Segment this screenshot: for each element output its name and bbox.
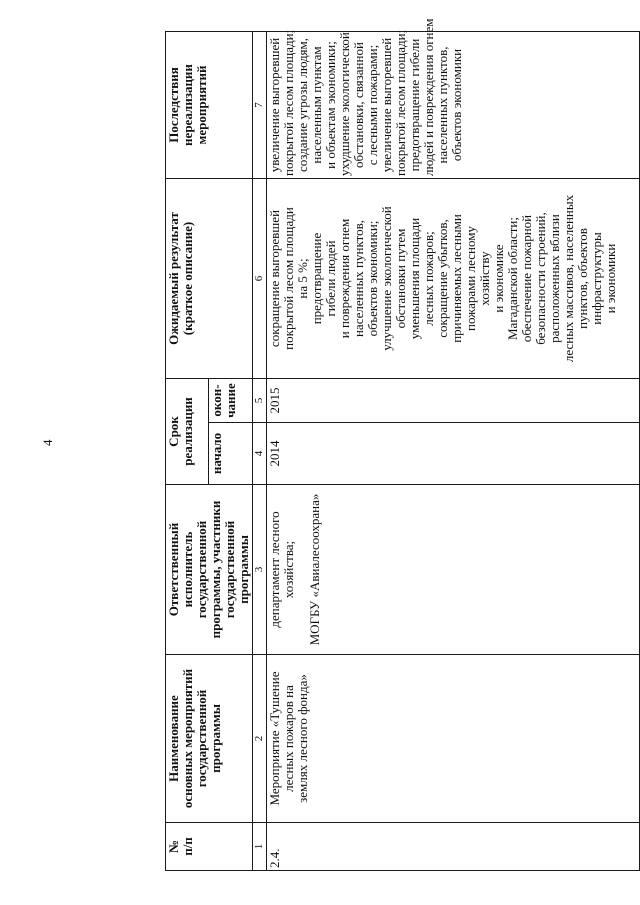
col-number: 2 xyxy=(253,655,267,823)
column-numbers-row xyxy=(253,32,267,871)
row-consequences: увеличение выгоревшей покрытой лесом площади; создание угрозы людям, населенным пунктам и объектам экономики; ухудшение экологической обстановки, связанной с лесными пожарами; увеличение выгоревшей покрытой лесом площади; предотвращение гибели людей и повреждения огнем населенных пунктов, объектов экономики xyxy=(267,32,640,179)
header-num: № п/п xyxy=(166,823,253,871)
col-number: 3 xyxy=(253,485,267,655)
col-number: 6 xyxy=(253,179,267,379)
header-row xyxy=(166,32,209,871)
col-number: 1 xyxy=(253,823,267,871)
col-number: 7 xyxy=(253,32,267,179)
row-number: 2.4. xyxy=(267,823,640,871)
page-number: 4 xyxy=(40,439,55,446)
header-start: начало xyxy=(209,423,253,485)
header-activity-name: Наименование основных мероприятий государственной программы xyxy=(166,655,253,823)
rotated-page xyxy=(165,18,636,871)
col-number: 5 xyxy=(253,379,267,423)
header-executor: Ответственный исполнитель государственной программы, участники государственной программы xyxy=(166,485,253,655)
header-expected-result: Ожидаемый результат (краткое описание) xyxy=(166,179,253,379)
row-start-year: 2014 xyxy=(267,423,640,485)
program-table xyxy=(165,18,640,871)
row-end-year: 2015 xyxy=(267,379,640,423)
header-consequences: Последствия нереализации мероприятий xyxy=(166,32,253,179)
row-activity-name: Мероприятие «Тушение лесных пожаров на землях лесного фонда» xyxy=(267,655,640,823)
header-term: Срок реализации xyxy=(166,379,209,485)
row-expected-result: сокращение выгоревшей покрытой лесом площади на 5 %; предотвращение гибели людей и повреждения огнем населенных пунктов, объектов экономики; улучшение экологической обстановки путем уменьшения площади лесных пожаров; сокращение убытков, причиняемых лесными пожарами лесному хозяйству и экономике Магаданской области; обеспечение пожарной безопасности строений, расположенных вблизи лесных массивов, населенных пунктов, объектов инфраструктуры и экономики xyxy=(267,179,640,379)
table-row xyxy=(267,32,640,871)
col-number: 4 xyxy=(253,423,267,485)
row-executor: департамент лесного хозяйства; МОГБУ «Авиалесоохрана» xyxy=(267,485,640,655)
header-end: окон- чание xyxy=(209,379,253,423)
